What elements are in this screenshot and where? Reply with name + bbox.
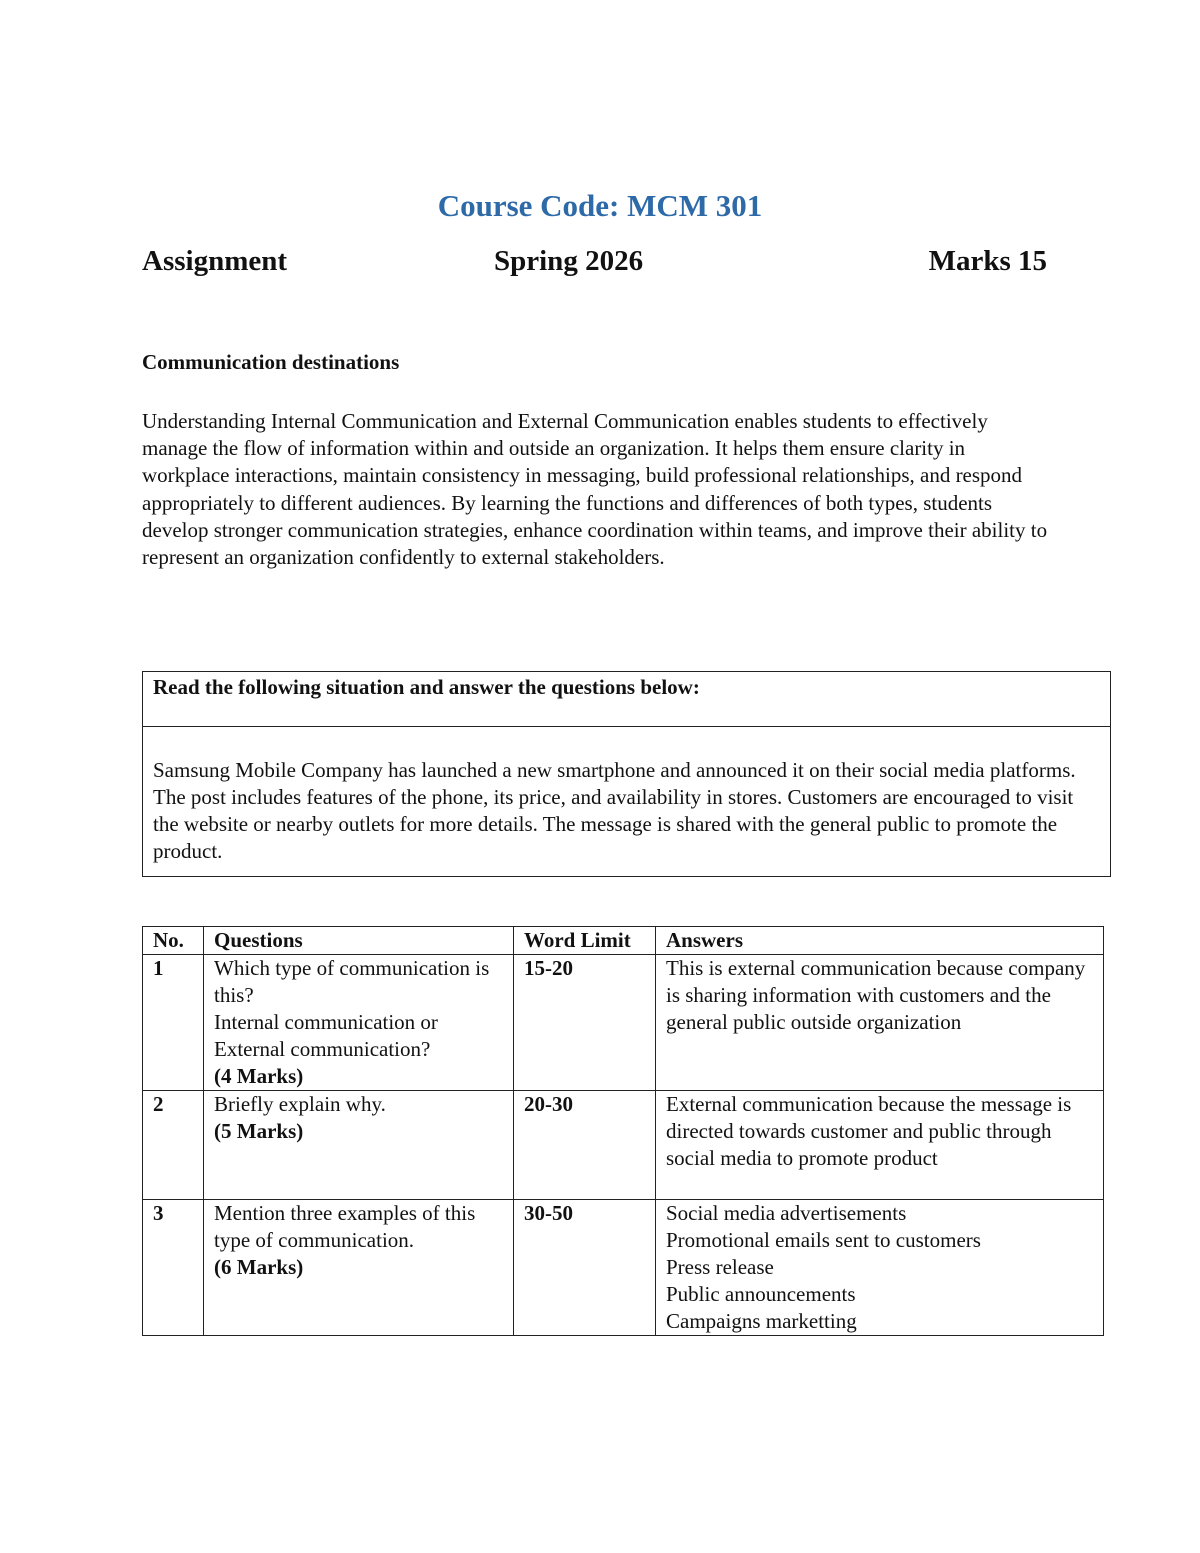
row-number: 3 (143, 1200, 204, 1336)
answer-cell (656, 1200, 1104, 1336)
situation-heading: Read the following situation and answer the questions below: (143, 672, 1110, 727)
question-marks: (6 Marks) (214, 1255, 304, 1279)
answer-line: Campaigns marketting (666, 1309, 857, 1333)
word-limit-cell: 15-20 (514, 955, 656, 1091)
word-limit-cell: 30-50 (514, 1200, 656, 1336)
question-text: Which type of communication is this? (214, 956, 490, 1007)
answer-line: This is external communication because company is sharing information with customers and the general public outside organization (666, 956, 1086, 1034)
intro-paragraph: Understanding Internal Communication and External Communication enables students to effectively manage the flow of information within and outside an organization. It helps them ensure clarity in workplace interactions, maintain consistency in messaging, build professional relationships, and respond appropriately to different audiences. By learning the functions and differences of both types, students develop stronger communication strategies, enhance coordination within teams, and improve their ability to represent an organization confidently to external stakeholders. (142, 409, 1048, 570)
course-code-title: Course Code: MCM 301 (437, 188, 763, 223)
question-cell (204, 955, 514, 1091)
questions-table (142, 926, 1104, 1336)
total-marks-label: Marks 15 (928, 245, 1047, 277)
question-text: Mention three examples of this type of communication. (214, 1201, 476, 1252)
table-row (143, 1200, 1104, 1336)
answer-line: Promotional emails sent to customers (666, 1228, 981, 1252)
row-number: 1 (143, 955, 204, 1091)
table-row (143, 955, 1104, 1091)
section-heading: Communication destinations (142, 350, 400, 374)
word-limit-cell: 20-30 (514, 1091, 656, 1200)
assignment-label: Assignment (142, 245, 288, 277)
row-number: 2 (143, 1091, 204, 1200)
table-header-row (143, 927, 1104, 955)
header-answers: Answers (656, 927, 1104, 955)
situation-box (142, 671, 1111, 877)
answer-line: Public announcements (666, 1282, 856, 1306)
question-marks: (5 Marks) (214, 1119, 304, 1143)
question-marks: (4 Marks) (214, 1064, 304, 1088)
answer-cell (656, 1091, 1104, 1200)
situation-text: Samsung Mobile Company has launched a new smartphone and announced it on their social media platforms. The post includes features of the phone, its price, and availability in stores. Customers are encouraged to visit the website or nearby outlets for more details. The message is shared with the general public to promote the product. (153, 758, 1076, 863)
question-text: Briefly explain why. (214, 1092, 386, 1116)
answer-cell (656, 955, 1104, 1091)
answer-line: External communication because the message is directed towards customer and public through social media to promote product (666, 1092, 1072, 1170)
header-word-limit: Word Limit (514, 927, 656, 955)
header-no: No. (143, 927, 204, 955)
answer-line: Press release (666, 1255, 774, 1279)
question-cell (204, 1200, 514, 1336)
header-questions: Questions (204, 927, 514, 955)
question-extra-text: Internal communication or External communication? (214, 1010, 438, 1061)
assignment-header (142, 245, 1047, 285)
table-row (143, 1091, 1104, 1200)
question-cell (204, 1091, 514, 1200)
answer-line: Social media advertisements (666, 1201, 907, 1225)
semester-label: Spring 2026 (494, 245, 644, 277)
